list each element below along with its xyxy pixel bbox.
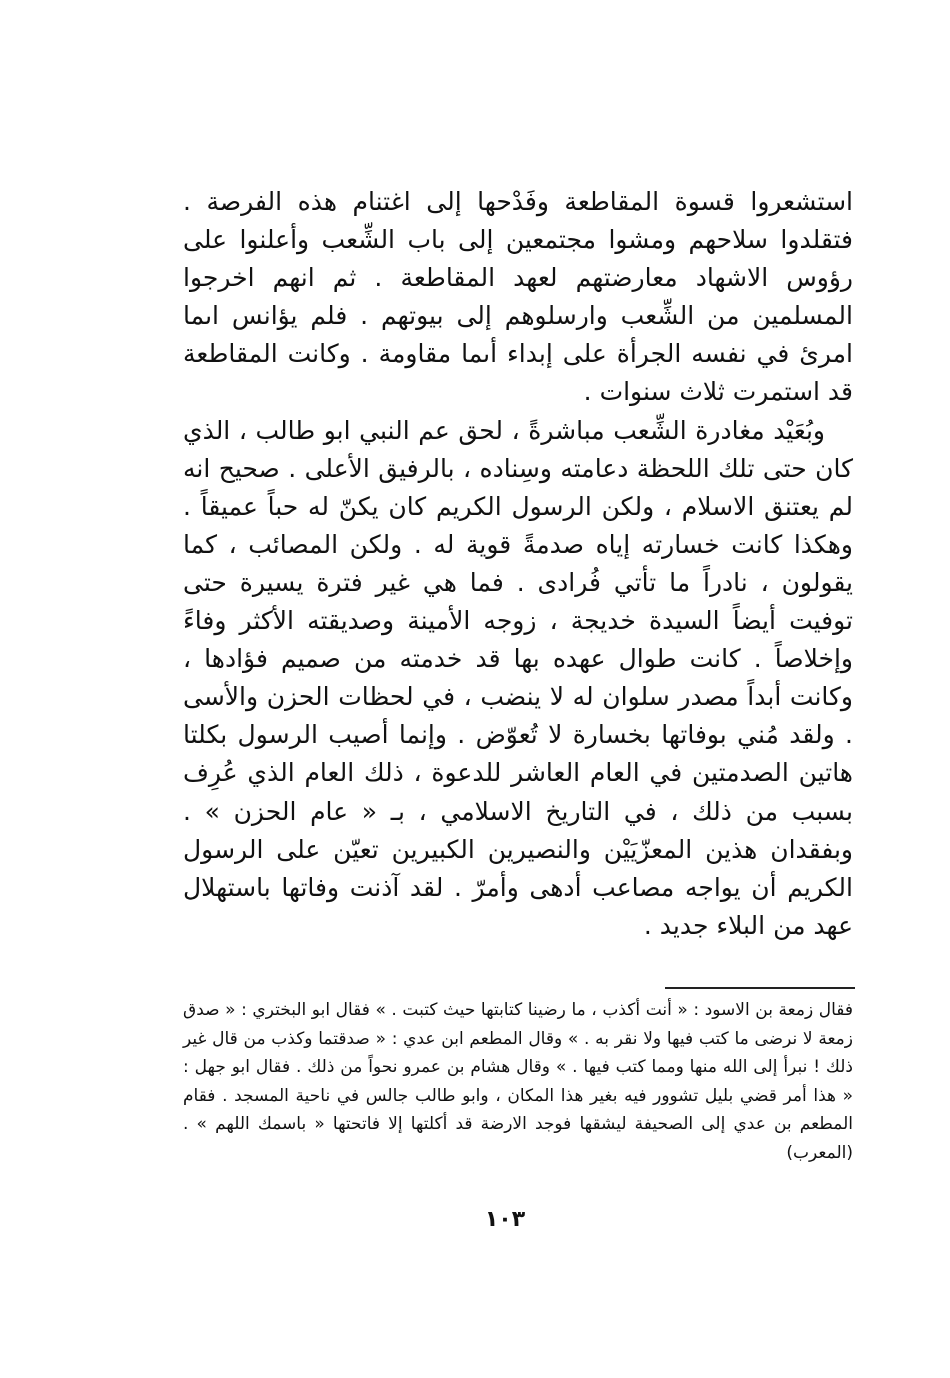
footnote: فقال زمعة بن الاسود : « أنت أكذب ، ما رضينا كتابتها حيث كتبت . » فقال ابو البختري : « صدق زمعة لا نرضى ما كتب فيها ولا نقر به . » وقال المطعم ابن عدي : « صدقتما وكذب من قال غير ذلك ! نبرأ إلى الله منها ومما كتب فيها . » وقال هشام بن عمرو نحواً من ذلك . فقال ابو جهل : « هذا أمر قضي بليل تشوور فيه بغير هذا المكان ، وابو طالب جالس في ناحية المسجد . فقام المطعم بن عدي إلى الصحيفة ليشقها فوجد الارضة قد أكلتها إلا فاتحتها « باسمك اللهم » . (المعرب)	[183, 1000, 853, 1163]
paragraph-1: استشعروا قسوة المقاطعة وفَدْحها إلى اغتنام هذه الفرصة . فتقلدوا سلاحهم ومشوا مجتمعين إلى باب الشِّعب وأعلنوا على رؤوس الاشهاد معارضتهم لعهد المقاطعة . ثم انهم اخرجوا المسلمين من الشِّعب وارسلوهم إلى بيوتهم . فلم يؤانس اىما امرئ في نفسه الجرأة على إبداء أىما مقاومة . وكانت المقاطعة قد استمرت ثلاث سنوات .	[183, 187, 853, 407]
paragraph-2: وبُعَيْد مغادرة الشِّعب مباشرةً ، لحق عم النبي ابو طالب ، الذي كان حتى تلك اللحظة دعامته وسِناده ، بالرفيق الأعلى . صحيح انه لم يعتنق الاسلام ، ولكن الرسول الكريم كان يكنّ له حباً عميقاً . وهكذا كانت خسارته إياه صدمةً قوية له . ولكن المصائب ، كما يقولون ، نادراً ما تأتي فُرادى . فما هي غير فترة يسيرة حتى توفيت أيضاً السيدة خديجة ، زوجه الأمينة وصديقته الأكثر وفاءً وإخلاصاً . كانت طوال عهده بها قد خدمته من صميم فؤادها ، وكانت أبداً مصدر سلوان له لا ينضب ، في لحظات الحزن والأسى . ولقد مُني بوفاتها بخسارة لا تُعوّض . وإنما أصيب الرسول بكلتا هاتين الصدمتين في العام العاشر للدعوة ، ذلك العام الذي عُرِف بسبب من ذلك ، في التاريخ الاسلامي ، بـ « عام الحزن » . وبفقدان هذين المعزّيَيْن والنصيرين الكبيرين تعيّن على الرسول الكريم أن يواجه مصاعب أدهى وأمرّ . لقد آذنت وفاتها باستهلال عهد من البلاء جديد .	[183, 415, 853, 940]
page-number: ١٠٣	[484, 1207, 526, 1232]
footnote-separator	[665, 987, 855, 989]
body-text	[183, 183, 853, 945]
